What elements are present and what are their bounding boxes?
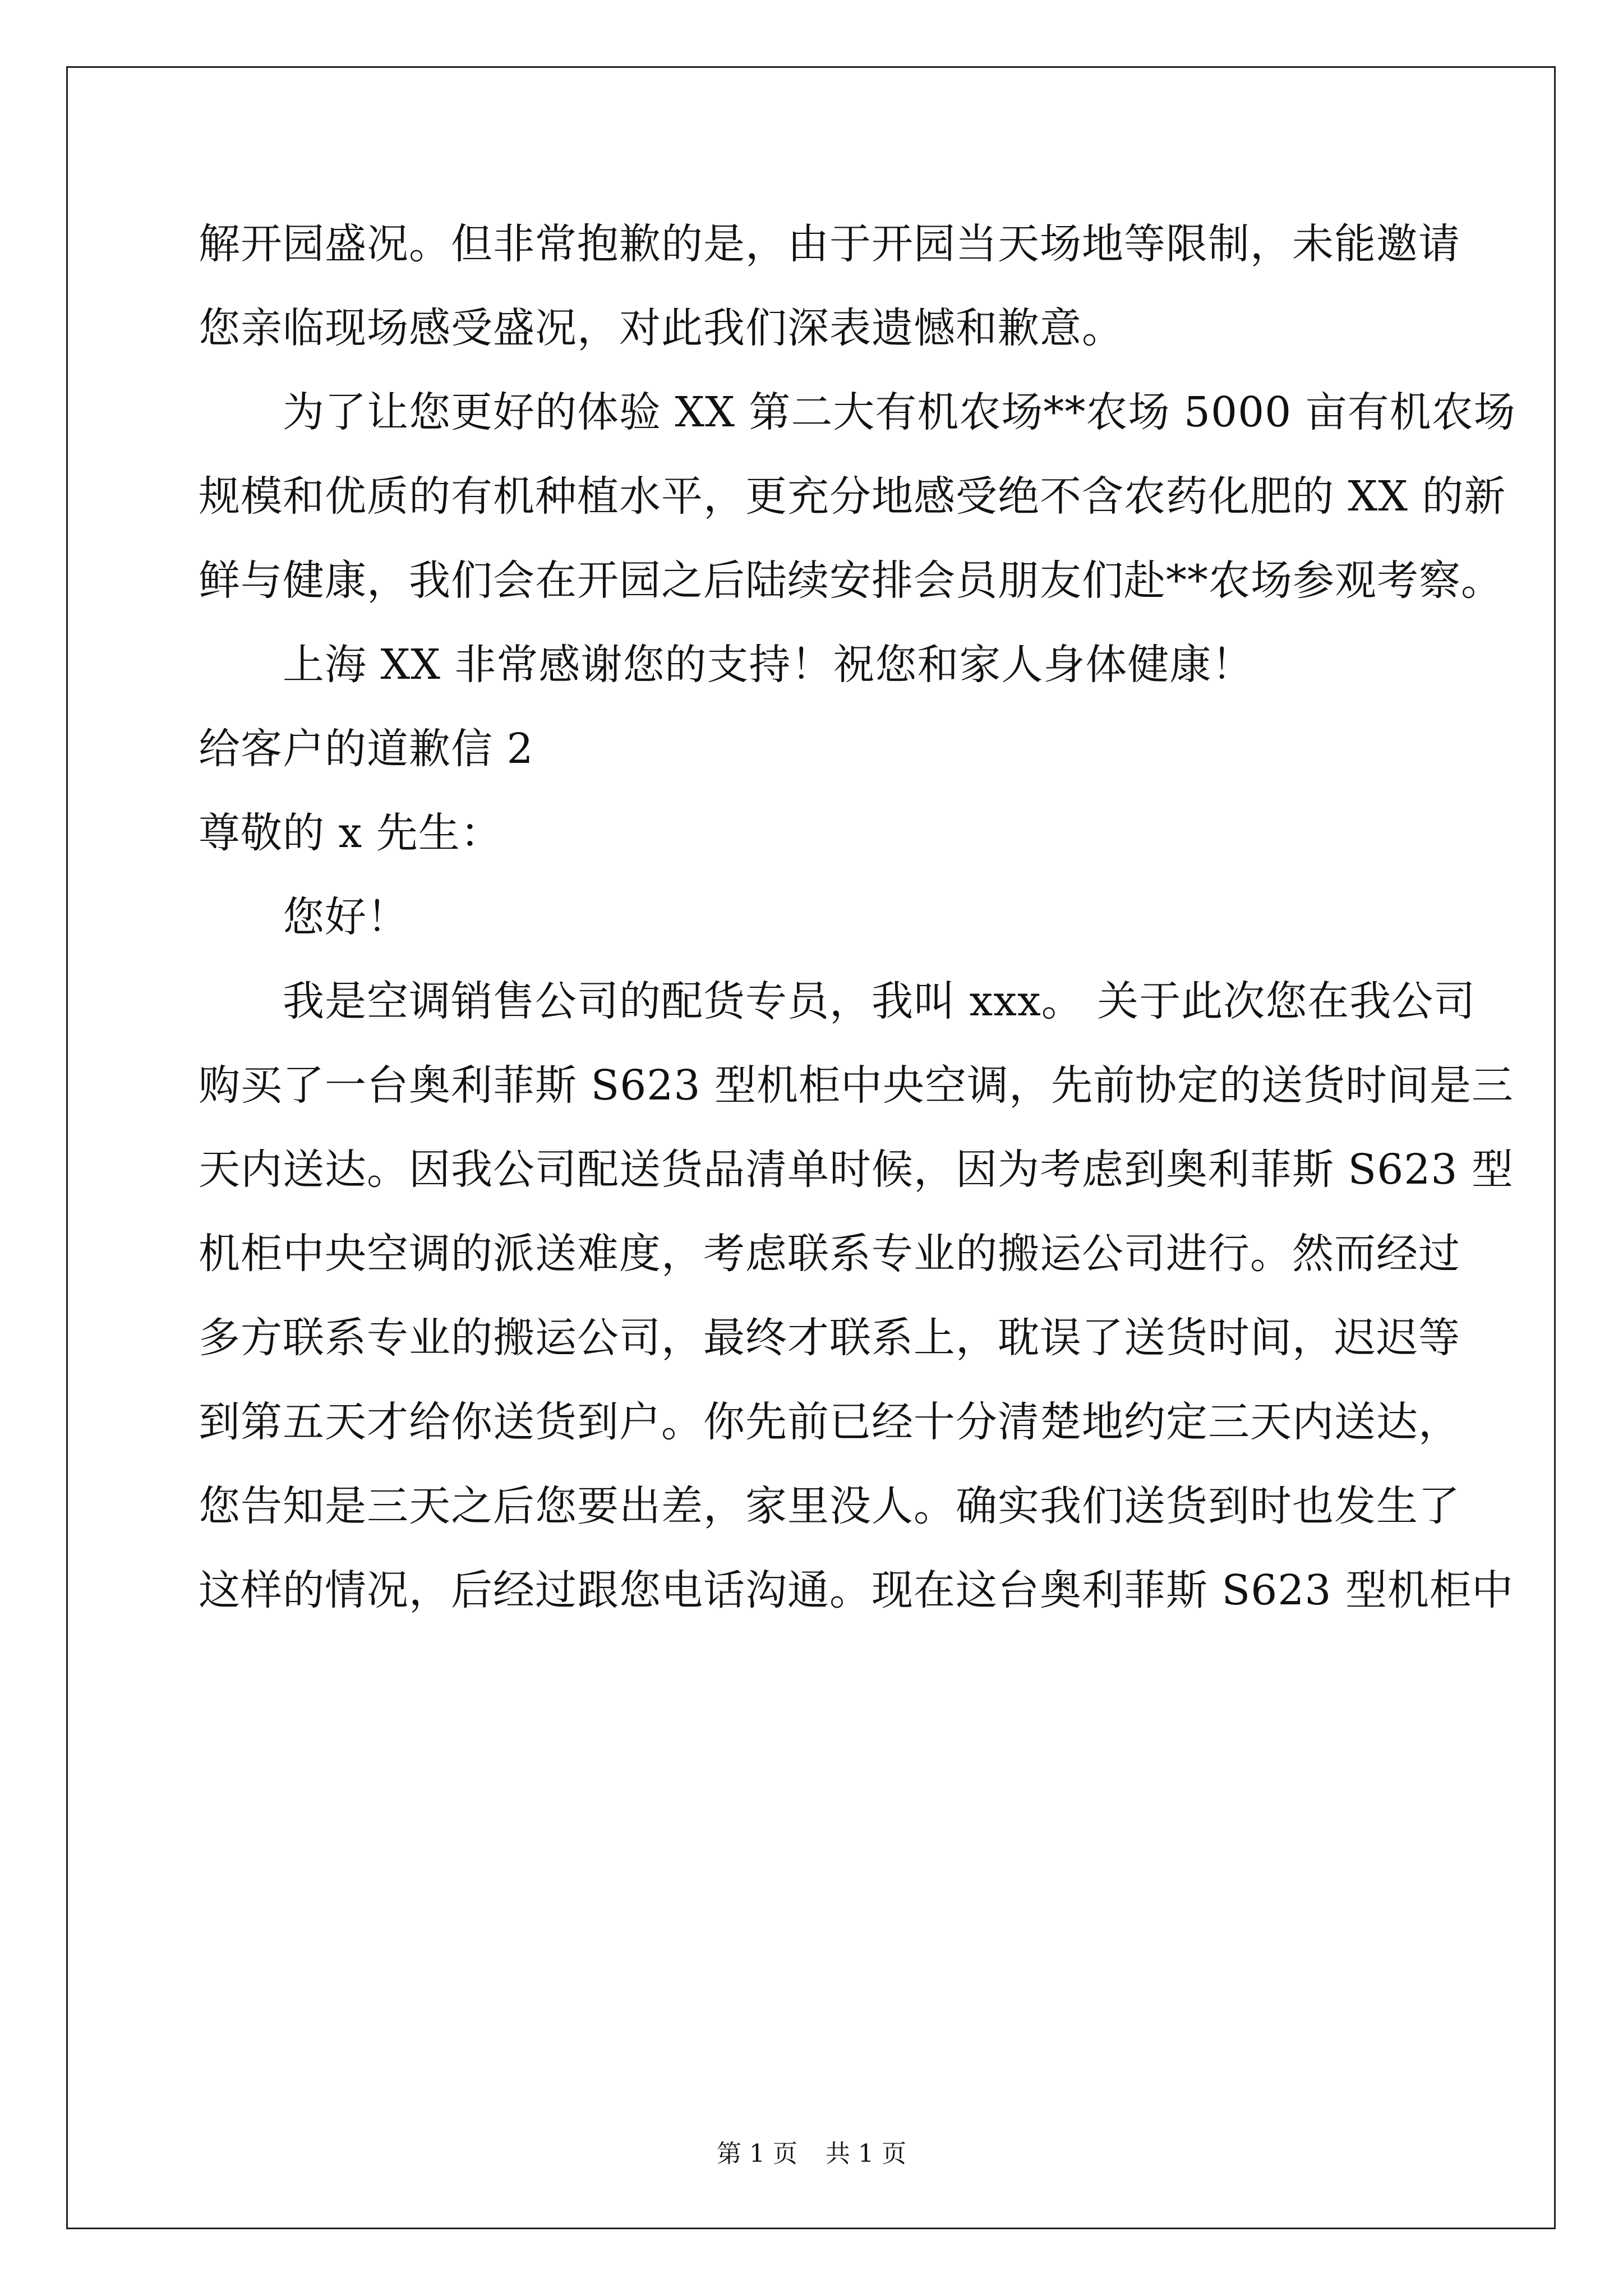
- text-line-10: 我是空调销售公司的配货专员，我叫 xxx。 关于此次您在我公司: [283, 977, 1476, 1025]
- text-line-4: 规模和优质的有机种植水平，更充分地感受绝不含农药化肥的 XX 的新: [199, 472, 1506, 521]
- text-line-6: 上海 XX 非常感谢您的支持！祝您和家人身体健康！: [283, 641, 1254, 689]
- text-line-2: 您亲临现场感受盛况，对此我们深表遗憾和歉意。: [199, 304, 1124, 352]
- text-line-11: 购买了一台奥利菲斯 S623 型机柜中央空调，先前协定的送货时间是三: [199, 1061, 1514, 1110]
- text-line-12: 天内送达。因我公司配送货品清单时候，因为考虑到奥利菲斯 S623 型: [199, 1145, 1514, 1194]
- text-line-14: 多方联系专业的搬运公司，最终才联系上，耽误了送货时间，迟迟等: [199, 1314, 1460, 1362]
- greeting: 您好！: [283, 893, 409, 941]
- text-line-16: 您告知是三天之后您要出差，家里没人。确实我们送货到时也发生了: [199, 1482, 1460, 1530]
- section-heading: 给客户的道歉信 2: [199, 725, 534, 773]
- document-body: [199, 202, 1516, 1632]
- page-number: 第 1 页: [717, 2139, 797, 2168]
- text-line-17: 这样的情况，后经过跟您电话沟通。现在这台奥利菲斯 S623 型机柜中: [199, 1566, 1514, 1614]
- page-total: 共 1 页: [826, 2139, 906, 2168]
- text-line-3: 为了让您更好的体验 XX 第二大有机农场**农场 5000 亩有机农场: [283, 388, 1516, 436]
- page-footer: [0, 2137, 1623, 2171]
- salutation: 尊敬的 x 先生：: [199, 809, 502, 857]
- text-line-5: 鲜与健康，我们会在开园之后陆续安排会员朋友们赴**农场参观考察。: [199, 556, 1503, 605]
- text-line-13: 机柜中央空调的派送难度，考虑联系专业的搬运公司进行。然而经过: [199, 1230, 1460, 1278]
- text-line-15: 到第五天才给你送货到户。你先前已经十分清楚地约定三天内送达，: [199, 1398, 1460, 1446]
- text-line-1: 解开园盛况。但非常抱歉的是，由于开园当天场地等限制，未能邀请: [199, 220, 1460, 268]
